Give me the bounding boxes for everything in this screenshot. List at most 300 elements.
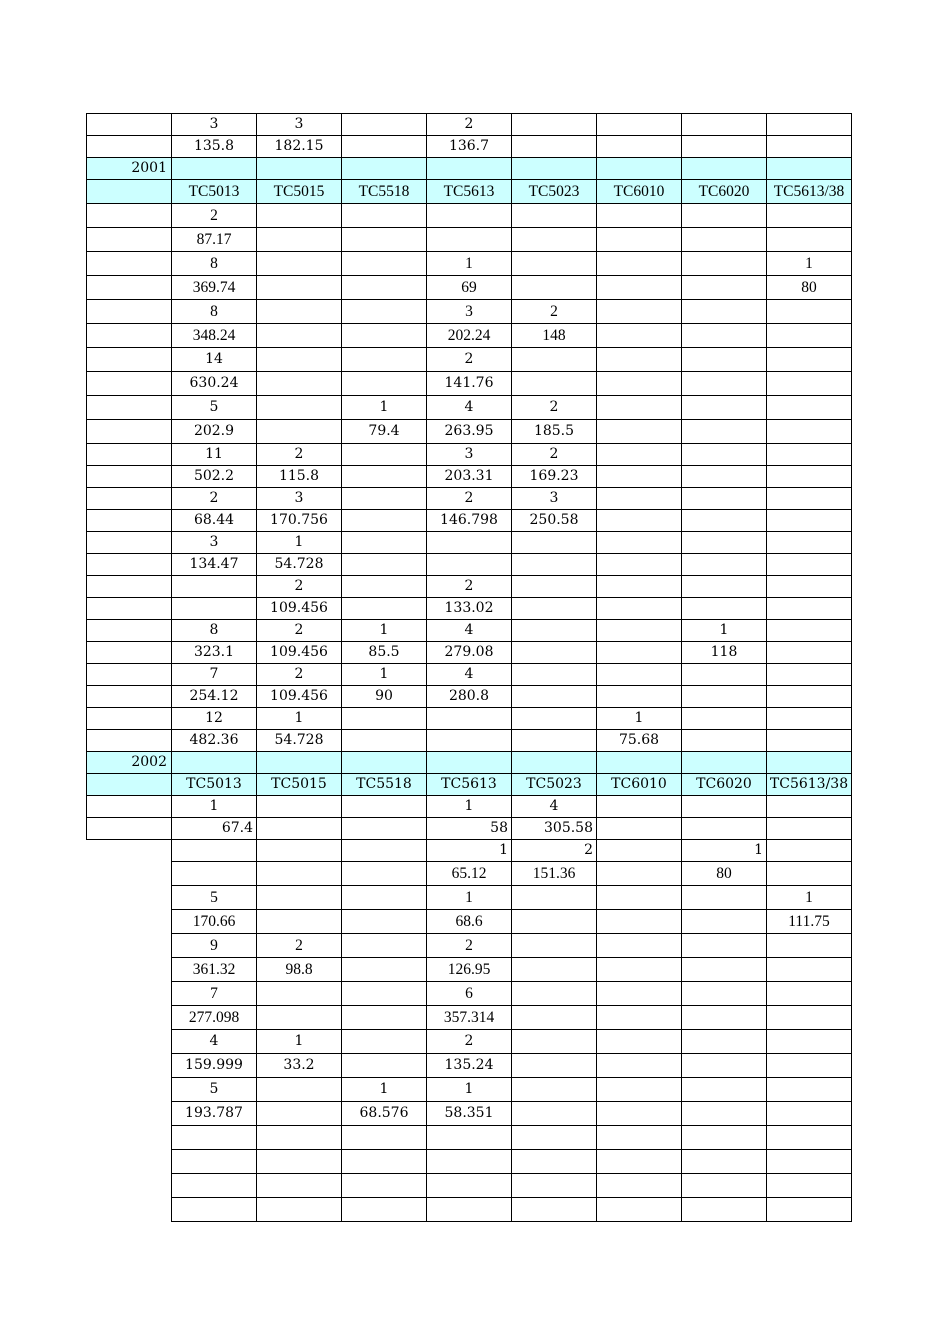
table-cell[interactable]: TC5518 bbox=[342, 774, 427, 796]
row-label-cell[interactable] bbox=[87, 910, 172, 934]
row-label-cell[interactable] bbox=[87, 1102, 172, 1126]
row-label-cell[interactable] bbox=[87, 228, 172, 252]
table-cell[interactable] bbox=[597, 1030, 682, 1054]
table-cell[interactable] bbox=[342, 348, 427, 372]
row-label-cell[interactable] bbox=[87, 348, 172, 372]
table-cell[interactable] bbox=[767, 300, 852, 324]
table-cell[interactable] bbox=[767, 576, 852, 598]
table-cell[interactable] bbox=[342, 796, 427, 818]
table-cell[interactable] bbox=[682, 372, 767, 396]
table-cell[interactable] bbox=[512, 664, 597, 686]
table-cell[interactable]: 4 bbox=[172, 1030, 257, 1054]
table-cell[interactable] bbox=[172, 840, 257, 862]
table-cell[interactable] bbox=[597, 444, 682, 466]
table-cell[interactable] bbox=[172, 1198, 257, 1222]
table-cell[interactable]: 141.76 bbox=[427, 372, 512, 396]
table-cell[interactable] bbox=[342, 886, 427, 910]
table-cell[interactable]: TC5613/38 bbox=[767, 180, 852, 204]
table-cell[interactable] bbox=[767, 114, 852, 136]
row-label-cell[interactable] bbox=[87, 934, 172, 958]
table-cell[interactable] bbox=[427, 204, 512, 228]
table-cell[interactable] bbox=[767, 1006, 852, 1030]
table-cell[interactable] bbox=[597, 276, 682, 300]
table-cell[interactable]: 4 bbox=[427, 396, 512, 420]
table-cell[interactable] bbox=[257, 1102, 342, 1126]
row-label-cell[interactable] bbox=[87, 796, 172, 818]
table-cell[interactable]: 1 bbox=[342, 664, 427, 686]
table-cell[interactable] bbox=[682, 934, 767, 958]
table-cell[interactable] bbox=[767, 708, 852, 730]
row-label-cell[interactable] bbox=[87, 1198, 172, 1222]
table-cell[interactable]: 5 bbox=[172, 1078, 257, 1102]
table-cell[interactable]: 11 bbox=[172, 444, 257, 466]
table-cell[interactable] bbox=[342, 204, 427, 228]
table-cell[interactable]: 79.4 bbox=[342, 420, 427, 444]
table-cell[interactable] bbox=[512, 348, 597, 372]
table-cell[interactable] bbox=[682, 114, 767, 136]
table-cell[interactable]: 3 bbox=[257, 488, 342, 510]
table-cell[interactable]: 111.75 bbox=[767, 910, 852, 934]
table-cell[interactable] bbox=[512, 598, 597, 620]
table-cell[interactable] bbox=[512, 1030, 597, 1054]
table-cell[interactable]: TC5613/38 bbox=[767, 774, 852, 796]
table-cell[interactable]: 1 bbox=[172, 796, 257, 818]
table-cell[interactable] bbox=[597, 796, 682, 818]
table-cell[interactable] bbox=[682, 664, 767, 686]
table-cell[interactable] bbox=[682, 1078, 767, 1102]
table-cell[interactable] bbox=[767, 1054, 852, 1078]
table-cell[interactable] bbox=[257, 840, 342, 862]
table-cell[interactable] bbox=[342, 862, 427, 886]
table-cell[interactable] bbox=[342, 934, 427, 958]
table-cell[interactable] bbox=[682, 1030, 767, 1054]
row-label-cell[interactable] bbox=[87, 730, 172, 752]
row-label-cell[interactable] bbox=[87, 372, 172, 396]
table-cell[interactable] bbox=[427, 752, 512, 774]
table-cell[interactable] bbox=[597, 136, 682, 158]
table-cell[interactable] bbox=[682, 1150, 767, 1174]
table-cell[interactable] bbox=[257, 276, 342, 300]
table-cell[interactable] bbox=[512, 1054, 597, 1078]
table-cell[interactable]: 1 bbox=[257, 708, 342, 730]
row-label-cell[interactable] bbox=[87, 620, 172, 642]
table-cell[interactable] bbox=[682, 910, 767, 934]
table-cell[interactable]: 323.1 bbox=[172, 642, 257, 664]
table-cell[interactable] bbox=[342, 1150, 427, 1174]
table-cell[interactable] bbox=[342, 1174, 427, 1198]
table-cell[interactable] bbox=[257, 886, 342, 910]
table-cell[interactable] bbox=[342, 532, 427, 554]
table-cell[interactable] bbox=[767, 598, 852, 620]
table-cell[interactable] bbox=[597, 598, 682, 620]
table-cell[interactable] bbox=[767, 488, 852, 510]
table-cell[interactable]: 202.9 bbox=[172, 420, 257, 444]
table-cell[interactable] bbox=[427, 708, 512, 730]
table-cell[interactable] bbox=[767, 752, 852, 774]
table-cell[interactable]: 148 bbox=[512, 324, 597, 348]
table-cell[interactable]: 2 bbox=[172, 488, 257, 510]
table-cell[interactable] bbox=[257, 1078, 342, 1102]
table-cell[interactable] bbox=[342, 276, 427, 300]
table-cell[interactable] bbox=[342, 730, 427, 752]
table-cell[interactable]: 8 bbox=[172, 300, 257, 324]
table-cell[interactable]: 2 bbox=[427, 1030, 512, 1054]
table-cell[interactable]: 68.6 bbox=[427, 910, 512, 934]
table-cell[interactable] bbox=[597, 958, 682, 982]
table-cell[interactable] bbox=[172, 1126, 257, 1150]
table-cell[interactable] bbox=[767, 444, 852, 466]
table-cell[interactable] bbox=[342, 488, 427, 510]
table-cell[interactable] bbox=[597, 1150, 682, 1174]
table-cell[interactable] bbox=[767, 324, 852, 348]
table-cell[interactable] bbox=[597, 114, 682, 136]
table-cell[interactable]: 305.58 bbox=[512, 818, 597, 840]
table-cell[interactable] bbox=[512, 1198, 597, 1222]
table-cell[interactable] bbox=[342, 554, 427, 576]
table-cell[interactable] bbox=[767, 664, 852, 686]
table-cell[interactable] bbox=[512, 372, 597, 396]
table-cell[interactable] bbox=[597, 1078, 682, 1102]
table-cell[interactable] bbox=[257, 252, 342, 276]
table-cell[interactable] bbox=[767, 1126, 852, 1150]
table-cell[interactable]: 3 bbox=[427, 444, 512, 466]
table-cell[interactable]: 54.728 bbox=[257, 554, 342, 576]
row-label-cell[interactable] bbox=[87, 466, 172, 488]
table-cell[interactable] bbox=[512, 958, 597, 982]
table-cell[interactable]: 80 bbox=[767, 276, 852, 300]
row-label-cell[interactable] bbox=[87, 774, 172, 796]
table-cell[interactable] bbox=[342, 1198, 427, 1222]
table-cell[interactable]: 90 bbox=[342, 686, 427, 708]
table-cell[interactable] bbox=[682, 276, 767, 300]
table-cell[interactable] bbox=[597, 158, 682, 180]
table-cell[interactable] bbox=[342, 252, 427, 276]
table-cell[interactable] bbox=[342, 136, 427, 158]
table-cell[interactable] bbox=[682, 686, 767, 708]
table-cell[interactable] bbox=[682, 818, 767, 840]
table-cell[interactable] bbox=[342, 598, 427, 620]
table-cell[interactable]: 170.66 bbox=[172, 910, 257, 934]
table-cell[interactable] bbox=[342, 958, 427, 982]
table-cell[interactable] bbox=[682, 886, 767, 910]
table-cell[interactable]: 2 bbox=[427, 348, 512, 372]
table-cell[interactable] bbox=[427, 1126, 512, 1150]
table-cell[interactable]: TC6020 bbox=[682, 774, 767, 796]
table-cell[interactable] bbox=[597, 1174, 682, 1198]
table-cell[interactable] bbox=[682, 204, 767, 228]
table-cell[interactable]: 7 bbox=[172, 982, 257, 1006]
row-label-cell[interactable] bbox=[87, 1078, 172, 1102]
table-cell[interactable] bbox=[682, 708, 767, 730]
table-cell[interactable]: 4 bbox=[427, 664, 512, 686]
table-cell[interactable] bbox=[597, 554, 682, 576]
table-cell[interactable] bbox=[342, 228, 427, 252]
row-label-cell[interactable] bbox=[87, 1006, 172, 1030]
table-cell[interactable]: 3 bbox=[257, 114, 342, 136]
table-cell[interactable] bbox=[512, 886, 597, 910]
table-cell[interactable]: 58.351 bbox=[427, 1102, 512, 1126]
table-cell[interactable] bbox=[682, 1102, 767, 1126]
table-cell[interactable]: 2 bbox=[257, 576, 342, 598]
table-cell[interactable] bbox=[597, 532, 682, 554]
row-label-cell[interactable] bbox=[87, 958, 172, 982]
row-label-cell[interactable] bbox=[87, 982, 172, 1006]
table-cell[interactable] bbox=[342, 1006, 427, 1030]
table-cell[interactable] bbox=[597, 396, 682, 420]
table-cell[interactable] bbox=[682, 1054, 767, 1078]
row-label-cell[interactable] bbox=[87, 1126, 172, 1150]
table-cell[interactable]: 68.576 bbox=[342, 1102, 427, 1126]
table-cell[interactable] bbox=[512, 642, 597, 664]
table-cell[interactable] bbox=[682, 466, 767, 488]
table-cell[interactable] bbox=[512, 532, 597, 554]
row-label-cell[interactable] bbox=[87, 444, 172, 466]
table-cell[interactable]: 2 bbox=[512, 396, 597, 420]
table-cell[interactable]: 109.456 bbox=[257, 642, 342, 664]
table-cell[interactable] bbox=[342, 372, 427, 396]
table-cell[interactable]: 109.456 bbox=[257, 686, 342, 708]
table-cell[interactable] bbox=[342, 466, 427, 488]
table-cell[interactable] bbox=[257, 158, 342, 180]
table-cell[interactable] bbox=[342, 1030, 427, 1054]
table-cell[interactable] bbox=[597, 300, 682, 324]
row-label-cell[interactable] bbox=[87, 510, 172, 532]
table-cell[interactable] bbox=[597, 934, 682, 958]
table-cell[interactable]: 68.44 bbox=[172, 510, 257, 532]
table-cell[interactable] bbox=[512, 1150, 597, 1174]
table-cell[interactable]: 169.23 bbox=[512, 466, 597, 488]
table-cell[interactable]: TC6020 bbox=[682, 180, 767, 204]
table-cell[interactable]: 263.95 bbox=[427, 420, 512, 444]
table-cell[interactable] bbox=[597, 862, 682, 886]
table-cell[interactable] bbox=[682, 252, 767, 276]
table-cell[interactable]: 69 bbox=[427, 276, 512, 300]
table-cell[interactable] bbox=[512, 1126, 597, 1150]
table-cell[interactable] bbox=[597, 228, 682, 252]
table-cell[interactable] bbox=[342, 818, 427, 840]
table-cell[interactable]: 2 bbox=[257, 934, 342, 958]
table-cell[interactable] bbox=[767, 862, 852, 886]
table-cell[interactable] bbox=[512, 276, 597, 300]
table-cell[interactable]: 159.999 bbox=[172, 1054, 257, 1078]
table-cell[interactable] bbox=[767, 466, 852, 488]
table-cell[interactable]: TC6010 bbox=[597, 774, 682, 796]
table-cell[interactable]: 1 bbox=[342, 1078, 427, 1102]
table-cell[interactable] bbox=[512, 228, 597, 252]
table-cell[interactable]: 87.17 bbox=[172, 228, 257, 252]
table-cell[interactable]: 33.2 bbox=[257, 1054, 342, 1078]
table-cell[interactable]: 1 bbox=[427, 840, 512, 862]
table-cell[interactable]: 182.15 bbox=[257, 136, 342, 158]
table-cell[interactable]: 3 bbox=[172, 114, 257, 136]
table-cell[interactable] bbox=[597, 576, 682, 598]
table-cell[interactable] bbox=[257, 982, 342, 1006]
table-cell[interactable] bbox=[427, 1150, 512, 1174]
table-cell[interactable]: 482.36 bbox=[172, 730, 257, 752]
table-cell[interactable] bbox=[767, 840, 852, 862]
table-cell[interactable] bbox=[427, 1198, 512, 1222]
row-label-cell[interactable] bbox=[87, 598, 172, 620]
table-cell[interactable] bbox=[342, 158, 427, 180]
table-cell[interactable] bbox=[767, 686, 852, 708]
table-cell[interactable]: 348.24 bbox=[172, 324, 257, 348]
table-cell[interactable]: 133.02 bbox=[427, 598, 512, 620]
row-label-cell[interactable] bbox=[87, 554, 172, 576]
table-cell[interactable]: 250.58 bbox=[512, 510, 597, 532]
row-label-cell[interactable] bbox=[87, 840, 172, 862]
table-cell[interactable] bbox=[597, 1198, 682, 1222]
table-cell[interactable] bbox=[682, 1126, 767, 1150]
table-cell[interactable] bbox=[427, 730, 512, 752]
table-cell[interactable]: 9 bbox=[172, 934, 257, 958]
table-cell[interactable] bbox=[257, 818, 342, 840]
table-cell[interactable] bbox=[767, 396, 852, 420]
table-cell[interactable] bbox=[427, 158, 512, 180]
table-cell[interactable] bbox=[257, 420, 342, 444]
row-label-cell[interactable] bbox=[87, 488, 172, 510]
table-cell[interactable] bbox=[342, 840, 427, 862]
table-cell[interactable] bbox=[257, 396, 342, 420]
table-cell[interactable]: 1 bbox=[682, 840, 767, 862]
table-cell[interactable]: 2 bbox=[512, 444, 597, 466]
table-cell[interactable]: 118 bbox=[682, 642, 767, 664]
table-cell[interactable]: 58 bbox=[427, 818, 512, 840]
table-cell[interactable]: 2 bbox=[257, 620, 342, 642]
table-cell[interactable]: 2 bbox=[257, 444, 342, 466]
table-cell[interactable] bbox=[682, 598, 767, 620]
table-cell[interactable]: 134.47 bbox=[172, 554, 257, 576]
table-cell[interactable] bbox=[767, 158, 852, 180]
table-cell[interactable] bbox=[767, 554, 852, 576]
table-cell[interactable]: 1 bbox=[427, 1078, 512, 1102]
table-cell[interactable]: TC5015 bbox=[257, 180, 342, 204]
table-cell[interactable] bbox=[767, 420, 852, 444]
table-cell[interactable] bbox=[512, 1174, 597, 1198]
table-cell[interactable] bbox=[427, 1174, 512, 1198]
table-cell[interactable] bbox=[767, 642, 852, 664]
row-label-cell[interactable] bbox=[87, 300, 172, 324]
row-label-cell[interactable] bbox=[87, 396, 172, 420]
table-cell[interactable]: 5 bbox=[172, 396, 257, 420]
row-label-cell[interactable] bbox=[87, 1150, 172, 1174]
table-cell[interactable] bbox=[682, 1006, 767, 1030]
table-cell[interactable]: 1 bbox=[342, 620, 427, 642]
table-cell[interactable]: 630.24 bbox=[172, 372, 257, 396]
table-cell[interactable] bbox=[512, 1006, 597, 1030]
table-cell[interactable] bbox=[767, 934, 852, 958]
table-cell[interactable] bbox=[597, 910, 682, 934]
table-cell[interactable] bbox=[597, 1054, 682, 1078]
row-label-cell[interactable] bbox=[87, 1030, 172, 1054]
table-cell[interactable]: 1 bbox=[257, 1030, 342, 1054]
row-label-cell[interactable] bbox=[87, 114, 172, 136]
table-cell[interactable] bbox=[767, 348, 852, 372]
table-cell[interactable] bbox=[257, 372, 342, 396]
row-label-cell[interactable] bbox=[87, 576, 172, 598]
table-cell[interactable] bbox=[597, 686, 682, 708]
table-cell[interactable]: 135.8 bbox=[172, 136, 257, 158]
table-cell[interactable] bbox=[342, 910, 427, 934]
table-cell[interactable] bbox=[512, 554, 597, 576]
table-cell[interactable] bbox=[257, 324, 342, 348]
table-cell[interactable]: TC5015 bbox=[257, 774, 342, 796]
row-label-cell[interactable] bbox=[87, 324, 172, 348]
table-cell[interactable] bbox=[257, 1198, 342, 1222]
table-cell[interactable] bbox=[512, 158, 597, 180]
table-cell[interactable]: 115.8 bbox=[257, 466, 342, 488]
table-cell[interactable] bbox=[682, 958, 767, 982]
row-label-cell[interactable] bbox=[87, 642, 172, 664]
table-cell[interactable] bbox=[767, 730, 852, 752]
table-cell[interactable]: 1 bbox=[767, 886, 852, 910]
table-cell[interactable]: 6 bbox=[427, 982, 512, 1006]
table-cell[interactable] bbox=[257, 228, 342, 252]
table-cell[interactable] bbox=[682, 532, 767, 554]
table-cell[interactable] bbox=[512, 620, 597, 642]
table-cell[interactable] bbox=[512, 136, 597, 158]
table-cell[interactable]: 4 bbox=[427, 620, 512, 642]
table-cell[interactable] bbox=[682, 488, 767, 510]
table-cell[interactable]: 2 bbox=[427, 488, 512, 510]
table-cell[interactable] bbox=[172, 1174, 257, 1198]
table-cell[interactable]: TC5518 bbox=[342, 180, 427, 204]
table-cell[interactable] bbox=[342, 1054, 427, 1078]
table-cell[interactable] bbox=[597, 372, 682, 396]
table-cell[interactable] bbox=[597, 252, 682, 276]
table-cell[interactable] bbox=[682, 228, 767, 252]
table-cell[interactable]: 369.74 bbox=[172, 276, 257, 300]
table-cell[interactable] bbox=[767, 228, 852, 252]
table-cell[interactable]: 280.8 bbox=[427, 686, 512, 708]
table-cell[interactable] bbox=[767, 818, 852, 840]
table-cell[interactable]: 202.24 bbox=[427, 324, 512, 348]
table-cell[interactable]: 1 bbox=[257, 532, 342, 554]
table-cell[interactable] bbox=[512, 752, 597, 774]
table-cell[interactable]: 14 bbox=[172, 348, 257, 372]
table-cell[interactable]: 3 bbox=[427, 300, 512, 324]
table-cell[interactable] bbox=[597, 1126, 682, 1150]
table-cell[interactable] bbox=[342, 300, 427, 324]
table-cell[interactable]: 357.314 bbox=[427, 1006, 512, 1030]
table-cell[interactable] bbox=[597, 510, 682, 532]
row-label-cell[interactable] bbox=[87, 1174, 172, 1198]
table-cell[interactable] bbox=[767, 532, 852, 554]
row-label-cell[interactable] bbox=[87, 532, 172, 554]
table-cell[interactable] bbox=[342, 982, 427, 1006]
year-label-cell[interactable]: 2001 bbox=[87, 158, 172, 180]
row-label-cell[interactable] bbox=[87, 862, 172, 886]
table-cell[interactable] bbox=[172, 862, 257, 886]
year-label-cell[interactable]: 2002 bbox=[87, 752, 172, 774]
table-cell[interactable] bbox=[512, 204, 597, 228]
table-cell[interactable] bbox=[597, 324, 682, 348]
table-cell[interactable] bbox=[342, 708, 427, 730]
table-cell[interactable] bbox=[767, 982, 852, 1006]
table-cell[interactable] bbox=[427, 554, 512, 576]
table-cell[interactable]: 136.7 bbox=[427, 136, 512, 158]
table-cell[interactable] bbox=[682, 396, 767, 420]
table-cell[interactable]: 2 bbox=[427, 576, 512, 598]
table-cell[interactable] bbox=[427, 228, 512, 252]
row-label-cell[interactable] bbox=[87, 420, 172, 444]
table-cell[interactable]: 2 bbox=[512, 840, 597, 862]
table-cell[interactable] bbox=[682, 324, 767, 348]
table-cell[interactable] bbox=[257, 1174, 342, 1198]
table-cell[interactable]: 5 bbox=[172, 886, 257, 910]
table-cell[interactable] bbox=[767, 620, 852, 642]
table-cell[interactable]: 146.798 bbox=[427, 510, 512, 532]
table-cell[interactable]: 2 bbox=[427, 934, 512, 958]
